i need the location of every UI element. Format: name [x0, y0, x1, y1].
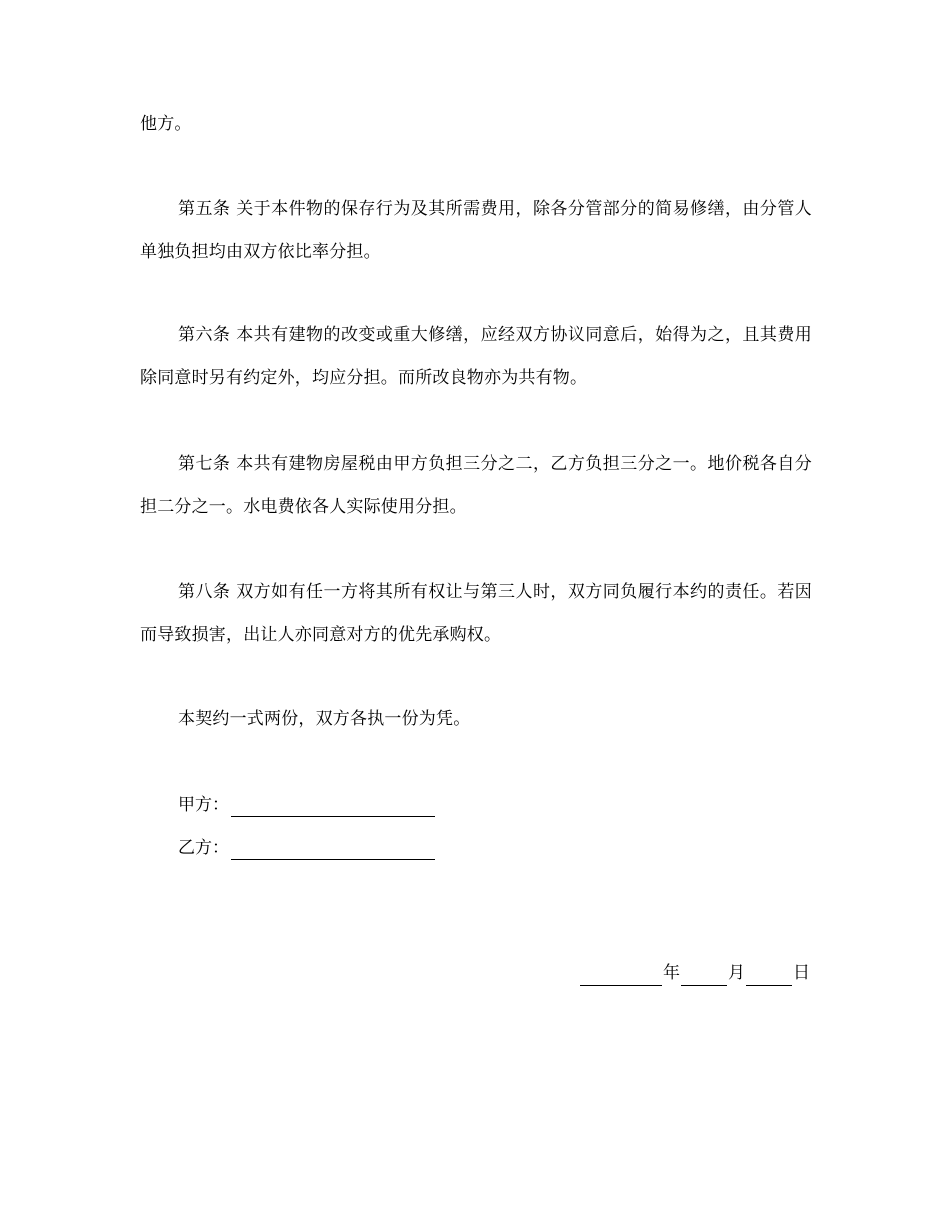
article-8: 第八条 双方如有任一方将其所有权让与第三人时，双方同负履行本约的责任。若因而导致损害，出让人亦同意对方的优先承购权。	[140, 582, 812, 645]
day-label: 日	[793, 963, 810, 983]
party-b-signature	[178, 836, 435, 860]
party-b-label: 乙方：	[178, 838, 229, 858]
party-a-signature	[178, 793, 435, 817]
party-a-label: 甲方：	[178, 795, 229, 815]
article-7: 第七条 本共有建物房屋税由甲方负担三分之二，乙方负担三分之一。地价税各自分担二分之一。水电费依各人实际使用分担。	[140, 454, 812, 517]
year-label: 年	[663, 963, 680, 983]
month-blank[interactable]	[681, 967, 727, 986]
article-6: 第六条 本共有建物的改变或重大修缮，应经双方协议同意后，始得为之，且其费用除同意时另有约定外，均应分担。而所改良物亦为共有物。	[140, 325, 812, 388]
year-blank[interactable]	[580, 967, 662, 986]
month-label: 月	[728, 963, 745, 983]
article-5: 第五条 关于本件物的保存行为及其所需费用，除各分管部分的简易修缮，由分管人单独负担均由双方依比率分担。	[140, 199, 812, 262]
continuation-text: 他方。	[140, 114, 192, 134]
party-b-signature-line[interactable]	[231, 841, 435, 860]
closing-statement: 本契约一式两份，双方各执一份为凭。	[178, 709, 471, 729]
day-blank[interactable]	[746, 967, 792, 986]
date-line	[579, 960, 810, 986]
party-a-signature-line[interactable]	[231, 798, 435, 817]
